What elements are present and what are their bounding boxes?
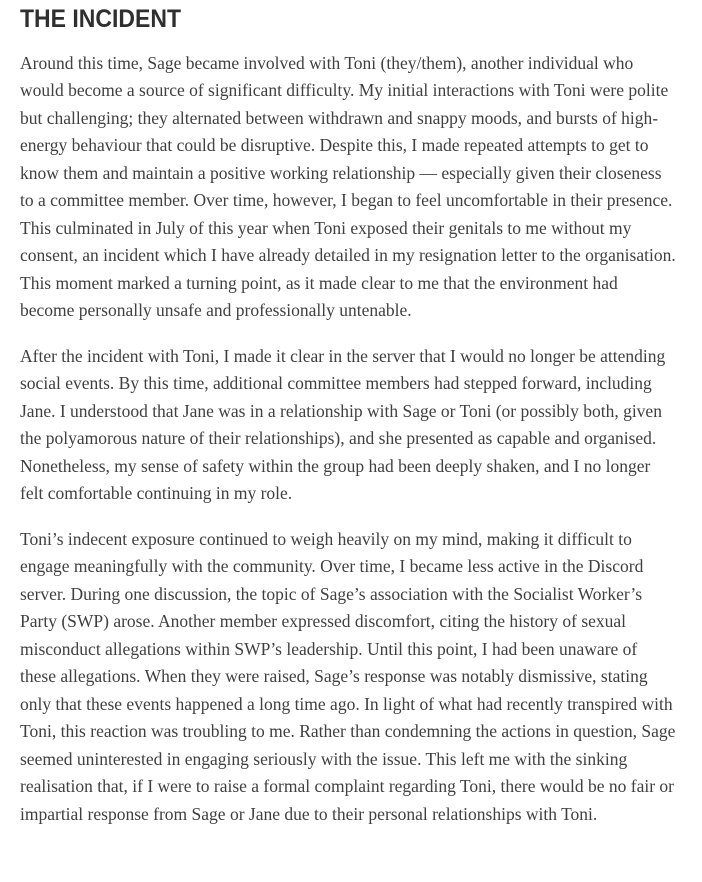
section-heading: THE INCIDENT: [20, 5, 181, 33]
paragraph-after-incident: After the incident with Toni, I made it clear in the server that I would no longer be attending social events. By this time, additional committee members had stepped forward, including Jane. I understood that Jane was in a relationship with Sage or Toni (or possibly both, given the polyamorous nature of their relationships), and she presented as capable and organised. Nonetheless, my sense of safety within the group had been deeply shaken, and I no longer felt comfortable continuing in my role.: [20, 345, 666, 503]
paragraph-swp-discussion: Toni’s indecent exposure continued to weigh heavily on my mind, making it difficult to engage meaningfully with the community. Over time, I became less active in the Discord server. During one discussion, the topic of Sage’s association with the Socialist Worker’s Party (SWP) arose. Another member expressed discomfort, citing the history of sexual misconduct allegations within SWP’s leadership. Until this point, I had been unaware of these allegations. When they were raised, Sage’s response was notably dismissive, stating only that these events happened a long time ago. In light of what had recently transpired with Toni, this reaction was troubling to me. Rather than condemning the actions in question, Sage seemed uninterested in engaging seriously with the issue. This left me with the sinking realisation that, if I were to raise a formal complaint regarding Toni, there would be no fair or impartial response from Sage or Jane due to their personal relationships with Toni.: [20, 528, 676, 824]
paragraph-incident-toni: Around this time, Sage became involved with Toni (they/them), another individual who would become a source of significant difficulty. My initial interactions with Toni were polite but challenging; they alternated between withdrawn and snappy moods, and bursts of high-energy behaviour that could be disruptive. Despite this, I made repeated attempts to get to know them and maintain a positive working relationship — especially given their closeness to a committee member. Over time, however, I began to feel uncomfortable in their presence. This culminated in July of this year when Toni exposed their genitals to me without my consent, an incident which I have already detailed in my resignation letter to the organisation. This moment marked a turning point, as it made clear to me that the environment had become personally unsafe and professionally untenable.: [20, 52, 676, 320]
body-copy: [20, 50, 676, 829]
